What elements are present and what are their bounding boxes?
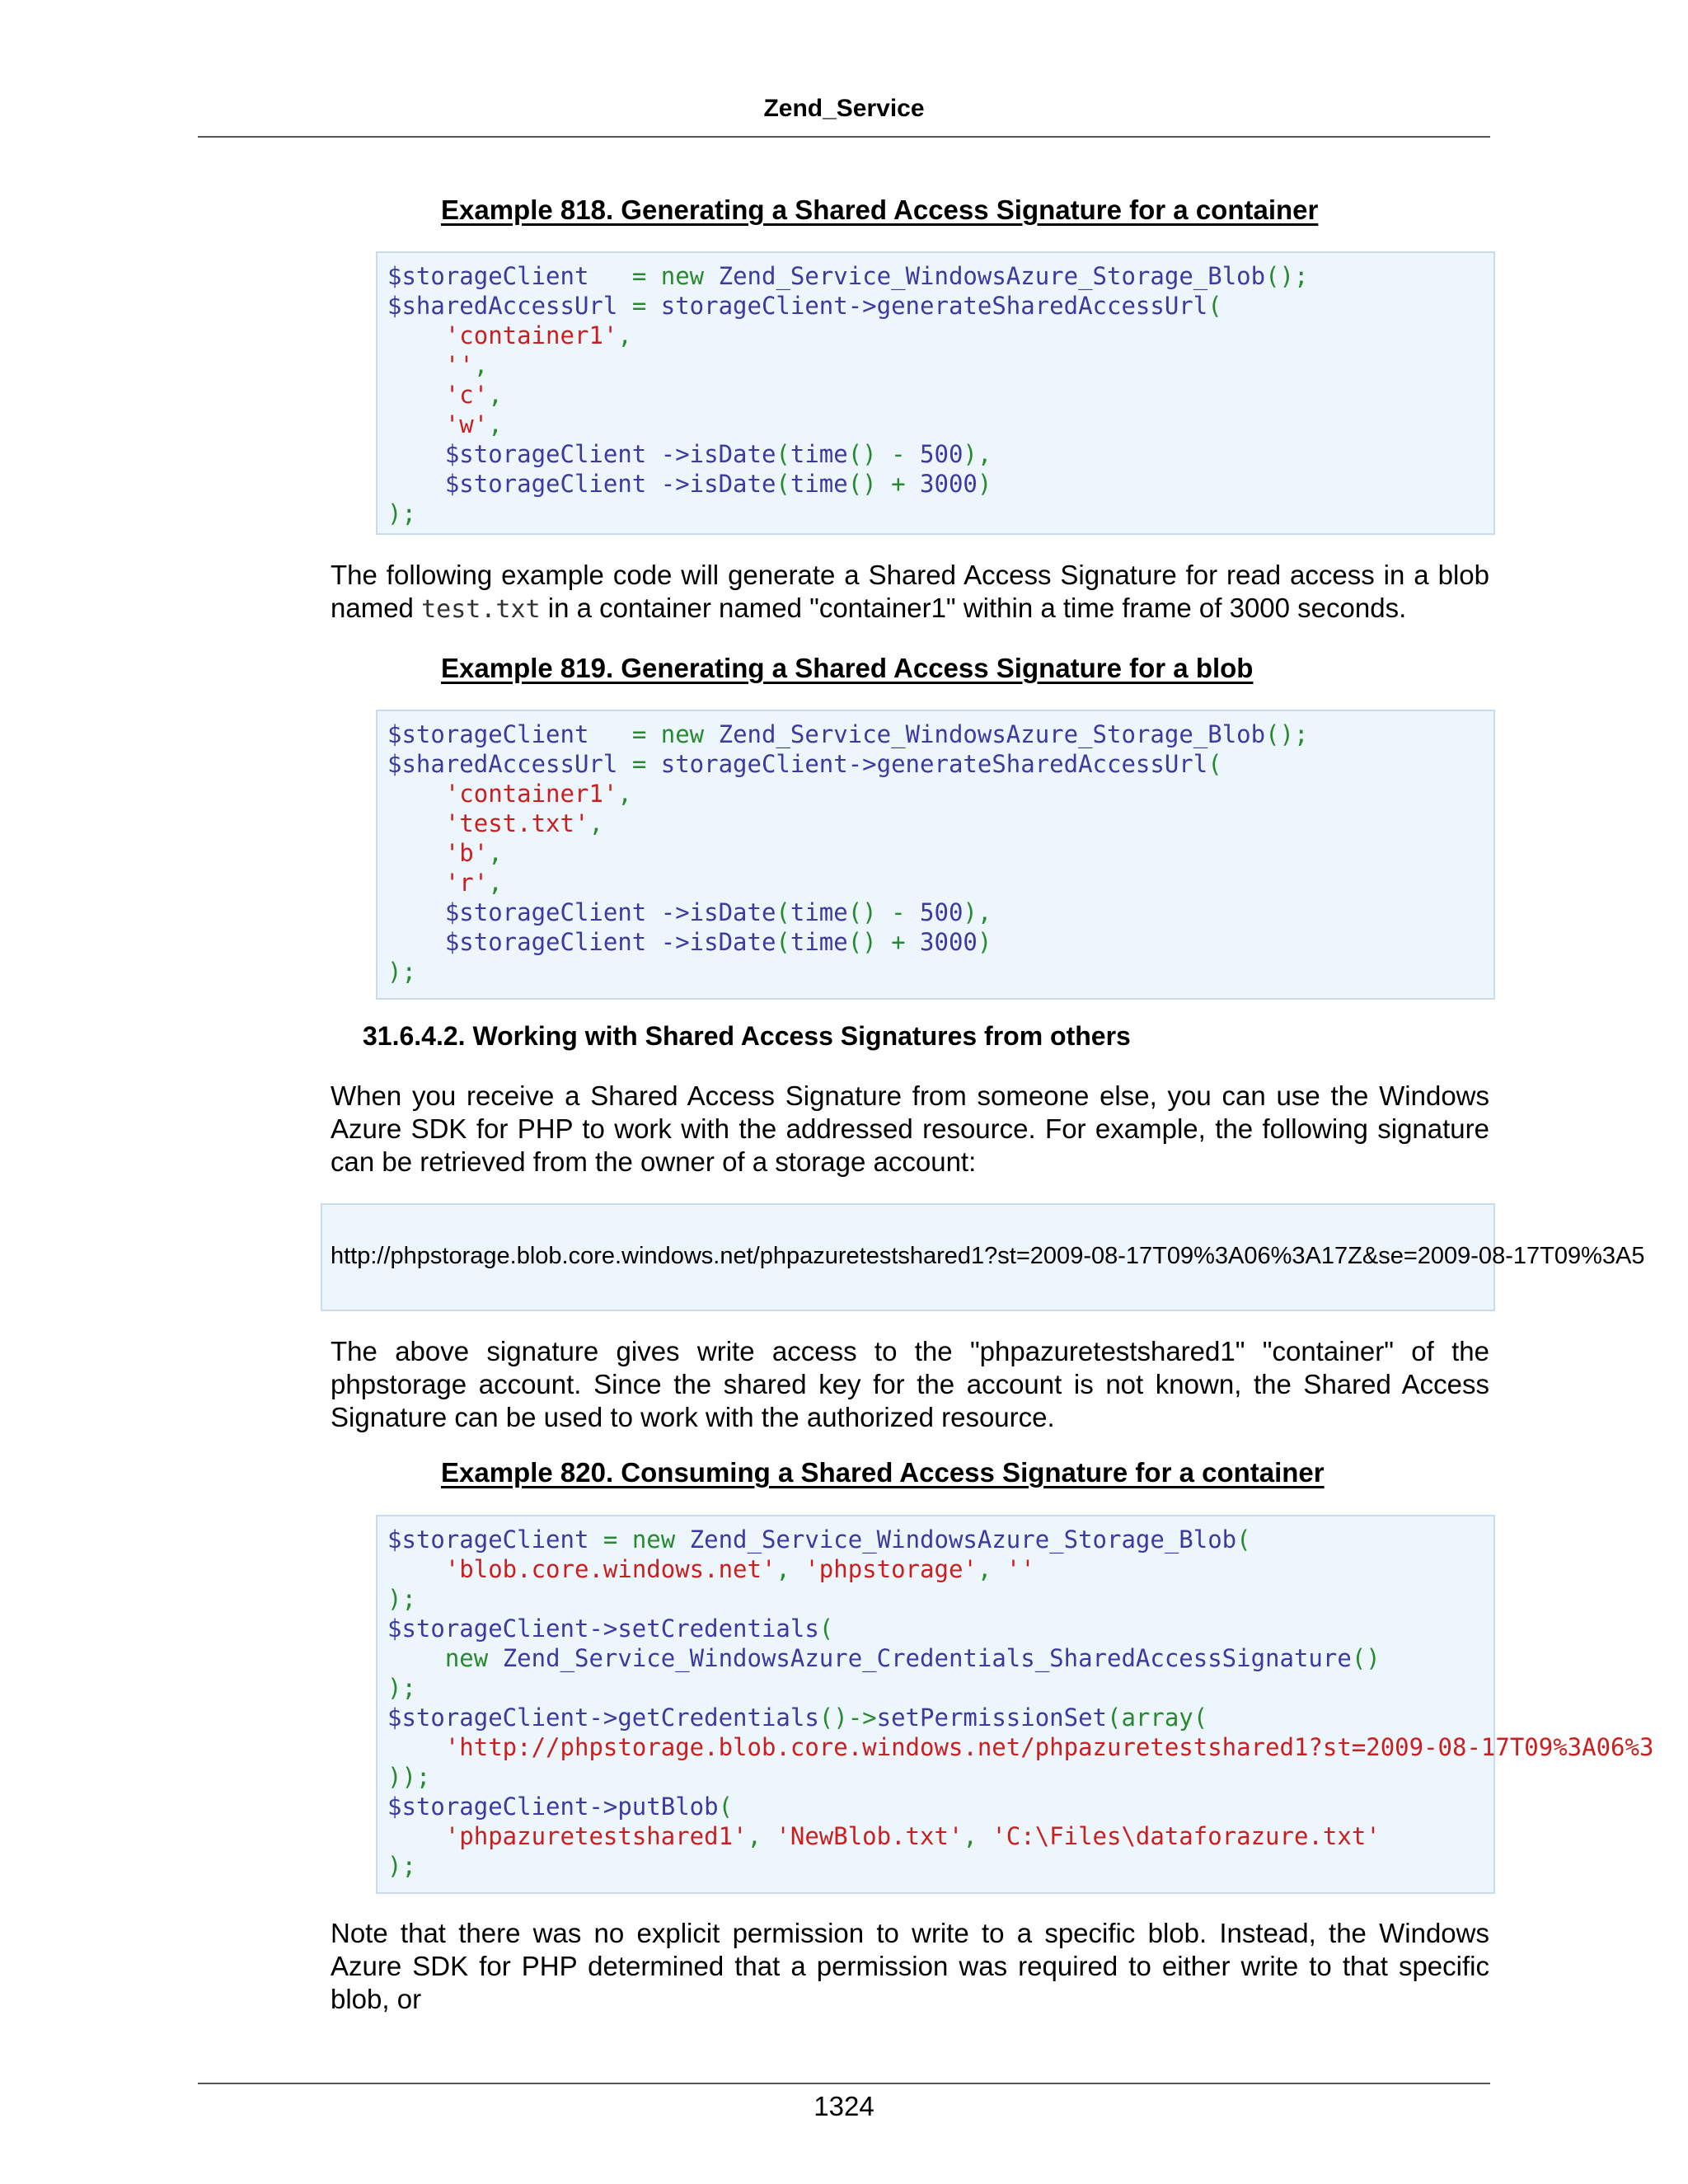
code-token: time — [790, 898, 848, 926]
paragraph-write-access: The above signature gives write access to the "phpazuretestshared1" "container" of the phpstorage account. Since the shared key for the account is not known, the Shared Access Signature can be used to work with the authorized resource. — [331, 1336, 1489, 1432]
code-token: = — [588, 1526, 632, 1554]
code-line — [387, 350, 1493, 380]
code-line — [387, 1821, 1493, 1851]
code-token: 'c' — [444, 381, 489, 409]
code-token: new — [631, 1526, 676, 1554]
code-token — [387, 780, 445, 808]
code-token: ( — [1236, 1526, 1251, 1554]
code-token: $storageClient ->isDate — [387, 928, 776, 956]
code-line — [387, 808, 1493, 838]
code-token — [387, 410, 445, 438]
code-token: () — [1351, 1644, 1381, 1672]
code-token: 'http://phpstorage.blob.core.windows.net/phpazuretestshared1?st=2009-08-17T09%3A06%3 — [444, 1733, 1654, 1761]
code-line — [387, 469, 1493, 499]
code-token: (); — [1265, 720, 1309, 748]
code-block-example-818 — [376, 251, 1495, 535]
inline-code-filename: test.txt — [421, 595, 541, 624]
code-token: ( — [776, 440, 790, 468]
code-token: ( — [1207, 750, 1222, 778]
code-token: () + — [847, 470, 921, 498]
code-block-example-820 — [376, 1515, 1654, 1894]
code-line — [387, 499, 1493, 528]
code-line — [387, 1792, 1493, 1821]
code-line — [387, 1643, 1493, 1673]
code-token — [387, 1822, 445, 1850]
code-token: )); — [387, 1763, 431, 1791]
code-token: , — [588, 809, 603, 837]
code-token: () - — [847, 440, 921, 468]
code-token: , — [747, 1822, 776, 1850]
example-819-title: Example 819. Generating a Shared Access Signature for a blob — [441, 653, 1254, 683]
page-number: 1324 — [814, 2091, 874, 2121]
code-line — [387, 719, 1493, 749]
code-token: ( — [776, 470, 790, 498]
code-token: Zend_Service_WindowsAzure_Credentials_SharedAccessSignature — [488, 1644, 1352, 1672]
code-token: 'blob.core.windows.net' — [444, 1555, 776, 1583]
code-token: = — [631, 262, 647, 290]
paragraph-read-access — [331, 559, 1489, 626]
code-line — [387, 779, 1493, 808]
code-line — [387, 868, 1493, 898]
code-token — [387, 321, 445, 349]
example-818-title: Example 818. Generating a Shared Access Signature for a container — [441, 194, 1319, 225]
code-token — [387, 839, 445, 867]
code-token — [387, 381, 445, 409]
signature-url-box — [321, 1203, 1645, 1311]
code-token: ( — [776, 898, 790, 926]
section-heading: 31.6.4.2. Working with Shared Access Signatures from others — [363, 1021, 1131, 1051]
code-line — [387, 1614, 1493, 1643]
code-token: Zend_Service_WindowsAzure_Storage_Blob — [704, 720, 1266, 748]
footer-divider — [198, 2083, 1490, 2084]
code-token: ( — [1193, 1704, 1208, 1732]
code-token: time — [790, 440, 848, 468]
code-token: ), — [963, 898, 992, 926]
code-token: ), — [963, 440, 992, 468]
code-line — [387, 261, 1493, 291]
code-line — [387, 749, 1493, 779]
code-line — [387, 927, 1493, 957]
code-token: ); — [387, 1674, 416, 1702]
code-line — [387, 898, 1493, 927]
paragraph-permission-note: Note that there was no explicit permission to write to a specific blob. Instead, the Windows Azure SDK for PHP determined that a permission was required to either write to that specific blob, or — [331, 1918, 1489, 2014]
code-token: 500 — [920, 898, 964, 926]
code-token: Zend_Service_WindowsAzure_Storage_Blob — [704, 262, 1266, 290]
code-token: new — [660, 262, 705, 290]
code-token — [387, 1644, 445, 1672]
code-line — [387, 1703, 1493, 1732]
code-token: storageClient->generateSharedAccessUrl — [660, 292, 1208, 320]
code-token: $storageClient ->isDate — [387, 898, 776, 926]
code-token: ( — [718, 1793, 734, 1821]
code-token: , — [617, 321, 632, 349]
code-token: ); — [387, 1852, 416, 1880]
code-token: , — [617, 780, 632, 808]
code-line — [387, 1554, 1493, 1584]
code-token: $storageClient->getCredentials — [387, 1704, 819, 1732]
code-token: () - — [847, 898, 921, 926]
code-line — [387, 1732, 1654, 1762]
code-line — [387, 1584, 1493, 1614]
code-token: (); — [1265, 262, 1309, 290]
code-token: ( — [1207, 292, 1222, 320]
code-line — [387, 410, 1493, 439]
code-token: , — [488, 839, 503, 867]
code-token: = — [631, 720, 647, 748]
code-token: '' — [444, 351, 474, 379]
code-token: 'C:\Files\dataforazure.txt' — [992, 1822, 1381, 1850]
code-token: $storageClient->putBlob — [387, 1793, 719, 1821]
code-token: 'phpazuretestshared1' — [444, 1822, 748, 1850]
code-token: $storageClient ->isDate — [387, 440, 776, 468]
code-token: , — [963, 1822, 992, 1850]
code-token: 3000 — [920, 928, 978, 956]
code-token: 'container1' — [444, 321, 618, 349]
code-token: 'phpstorage' — [804, 1555, 978, 1583]
code-token: storageClient->generateSharedAccessUrl — [660, 750, 1208, 778]
paragraph-text: in a container named "container1" within a time frame of 3000 seconds. — [540, 593, 1407, 623]
code-token: 'container1' — [444, 780, 618, 808]
code-line — [387, 380, 1493, 410]
code-token: ( — [818, 1615, 834, 1643]
code-token: ) — [977, 470, 992, 498]
code-token — [387, 1733, 445, 1761]
code-token: ( — [1107, 1704, 1122, 1732]
code-token: new — [444, 1644, 489, 1672]
code-token: ( — [776, 928, 790, 956]
code-line — [387, 838, 1493, 868]
code-token: setPermissionSet — [876, 1704, 1107, 1732]
code-token: new — [660, 720, 705, 748]
code-token: '' — [1006, 1555, 1035, 1583]
code-line — [387, 291, 1493, 321]
code-token: $sharedAccessUrl — [387, 750, 618, 778]
code-token: 'test.txt' — [444, 809, 589, 837]
code-token — [387, 869, 445, 897]
code-token: $storageClient->setCredentials — [387, 1615, 819, 1643]
code-token — [387, 809, 445, 837]
signature-url: http://phpstorage.blob.core.windows.net/phpazuretestshared1?st=2009-08-17T09%3A06%3A17Z&se=2009-08-17T09%3A5 — [331, 1243, 1645, 1269]
code-token: $storageClient — [387, 1526, 589, 1554]
header-divider — [198, 136, 1490, 138]
code-token: time — [790, 928, 848, 956]
running-header: Zend_Service — [763, 95, 925, 122]
code-token: $storageClient ->isDate — [387, 470, 776, 498]
code-line — [387, 957, 1493, 987]
code-token: $sharedAccessUrl — [387, 292, 618, 320]
code-token: $storageClient — [387, 720, 589, 748]
code-line — [387, 1525, 1493, 1554]
code-token — [588, 720, 631, 748]
code-token: , — [488, 381, 503, 409]
paragraph-receive-signature: When you receive a Shared Access Signature from someone else, you can use the Windows Azure SDK for PHP to work with the addressed resource. For example, the following signature can be retrieved from the owner of a storage account: — [331, 1080, 1489, 1177]
code-token: 'NewBlob.txt' — [776, 1822, 964, 1850]
code-token: = — [617, 292, 661, 320]
code-token — [588, 262, 631, 290]
code-token: array — [1121, 1704, 1193, 1732]
code-token: 3000 — [920, 470, 978, 498]
code-line — [387, 321, 1493, 350]
code-token: ); — [387, 1585, 416, 1613]
code-token: 'w' — [444, 410, 489, 438]
code-token: 'b' — [444, 839, 489, 867]
code-token: , — [488, 869, 503, 897]
code-token — [646, 720, 660, 748]
code-token: , — [977, 1555, 1006, 1583]
code-block-example-819 — [376, 710, 1495, 1000]
code-line — [387, 1851, 1493, 1881]
code-line — [387, 439, 1493, 469]
example-820-title: Example 820. Consuming a Shared Access Signature for a container — [441, 1457, 1325, 1488]
code-token: , — [488, 410, 503, 438]
code-token: () + — [847, 928, 921, 956]
code-token — [387, 351, 445, 379]
code-token: $storageClient — [387, 262, 589, 290]
code-token: ()-> — [818, 1704, 877, 1732]
code-token: ) — [977, 928, 992, 956]
paragraph-text: The following example code will generate a Shared Access Signature for read access in a blob named — [331, 560, 1489, 623]
code-token: 'r' — [444, 869, 489, 897]
code-token: time — [790, 470, 848, 498]
code-token: = — [617, 750, 661, 778]
code-token: , — [776, 1555, 805, 1583]
code-token: , — [473, 351, 489, 379]
code-line — [387, 1673, 1493, 1703]
code-token — [646, 262, 660, 290]
code-token: 500 — [920, 440, 964, 468]
code-token: Zend_Service_WindowsAzure_Storage_Blob — [675, 1526, 1237, 1554]
code-token: ); — [387, 499, 416, 527]
code-token — [387, 1555, 445, 1583]
code-token: ); — [387, 958, 416, 986]
code-line — [387, 1762, 1493, 1792]
